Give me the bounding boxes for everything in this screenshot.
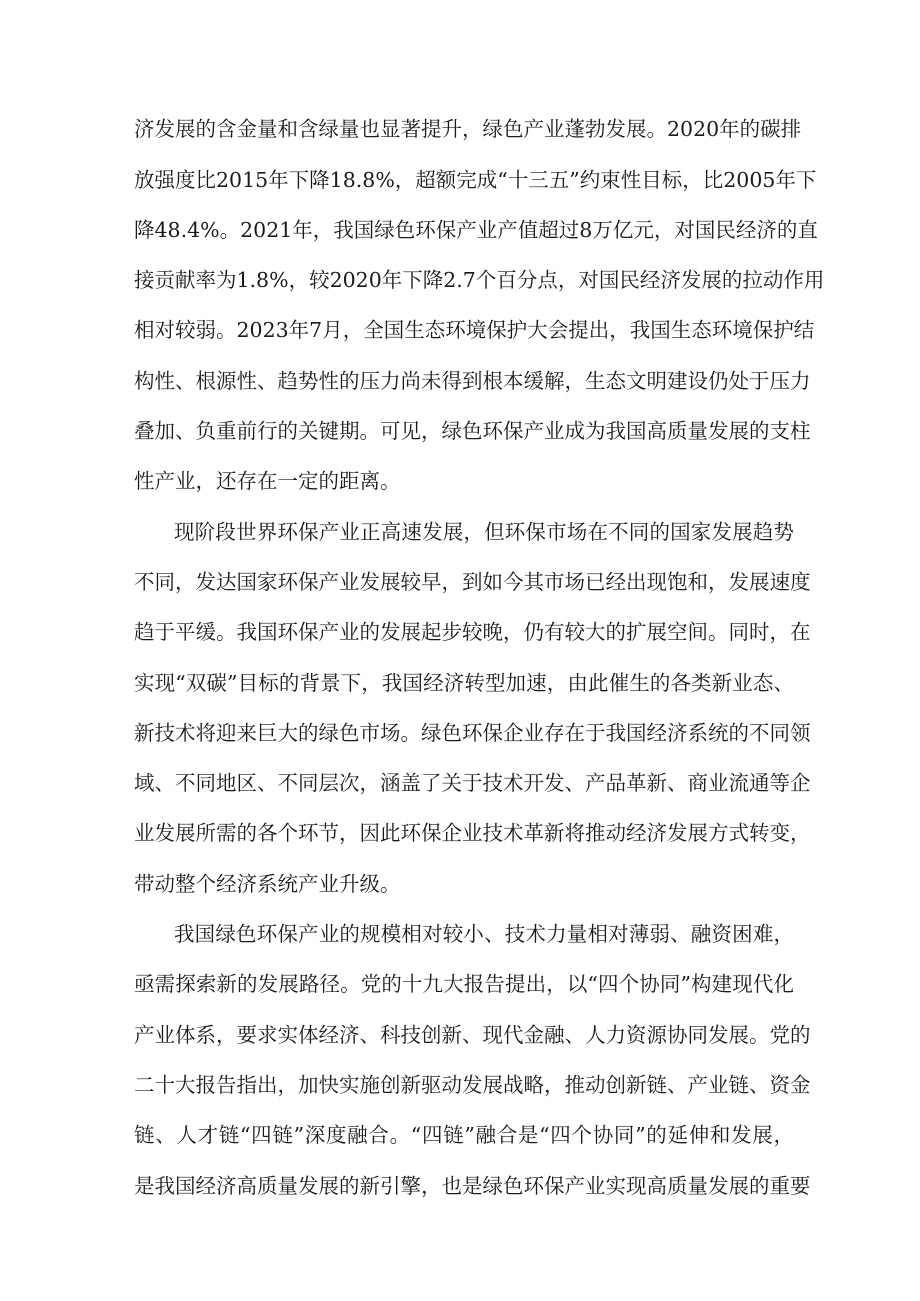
paragraph-1-line-6: 构性、根源性、趋势性的压力尚未得到根本缓解，生态文明建设仍处于压力 (134, 369, 811, 393)
paragraph-1-line-5: 相对较弱。2023年7月，全国生态环境保护大会提出，我国生态环境保护结 (134, 318, 815, 342)
paragraph-1-line-8: 性产业，还存在一定的距离。 (134, 469, 401, 493)
paragraph-2-line-6: 域、不同地区、不同层次，涵盖了关于技术开发、产品革新、商业流通等企 (134, 771, 811, 795)
paragraph-2-line-7: 业发展所需的各个环节，因此环保企业技术革新将推动经济发展方式转变， (134, 821, 811, 845)
paragraph-3-line-6: 是我国经济高质量发展的新引擎，也是绿色环保产业实现高质量发展的重要 (134, 1174, 811, 1198)
paragraph-2-line-8: 带动整个经济系统产业升级。 (134, 872, 401, 896)
paragraph-1-line-2: 放强度比2015年下降18.8%，超额完成“十三五”约束性目标，比2005年下 (134, 168, 817, 192)
paragraph-2-line-2: 不同，发达国家环保产业发展较早，到如今其市场已经出现饱和，发展速度 (134, 570, 811, 594)
paragraph-1-line-3: 降48.4%。2021年，我国绿色环保产业产值超过8万亿元，对国民经济的直 (134, 218, 818, 242)
paragraph-3-line-1: 我国绿色环保产业的规模相对较小、技术力量相对薄弱、融资困难， (174, 922, 794, 946)
paragraph-1-line-1: 济发展的含金量和含绿量也显著提升，绿色产业蓬勃发展。2020年的碳排 (134, 117, 802, 141)
paragraph-2-line-5: 新技术将迎来巨大的绿色市场。绿色环保企业存在于我国经济系统的不同领 (134, 721, 811, 745)
paragraph-2-line-1: 现阶段世界环保产业正高速发展，但环保市场在不同的国家发展趋势 (174, 520, 794, 544)
paragraph-1-line-7: 叠加、负重前行的关键期。可见，绿色环保产业成为我国高质量发展的支柱 (134, 419, 811, 443)
paragraph-2-line-4: 实现“双碳”目标的背景下，我国经济转型加速，由此催生的各类新业态、 (134, 671, 794, 695)
paragraph-3-line-3: 产业体系，要求实体经济、科技创新、现代金融、人力资源协同发展。党的 (134, 1023, 811, 1047)
paragraph-2-line-3: 趋于平缓。我国环保产业的发展起步较晚，仍有较大的扩展空间。同时，在 (134, 620, 811, 644)
paragraph-3-line-5: 链、人才链“四链”深度融合。“四链”融合是“四个协同”的延伸和发展， (134, 1123, 794, 1147)
paragraph-1-line-4: 接贡献率为1.8%，较2020年下降2.7个百分点，对国民经济发展的拉动作用 (134, 268, 825, 292)
paragraph-3-line-2: 亟需探索新的发展路径。党的十九大报告提出，以“四个协同”构建现代化 (134, 972, 794, 996)
paragraph-3-line-4: 二十大报告指出，加快实施创新驱动发展战略，推动创新链、产业链、资金 (134, 1073, 811, 1097)
